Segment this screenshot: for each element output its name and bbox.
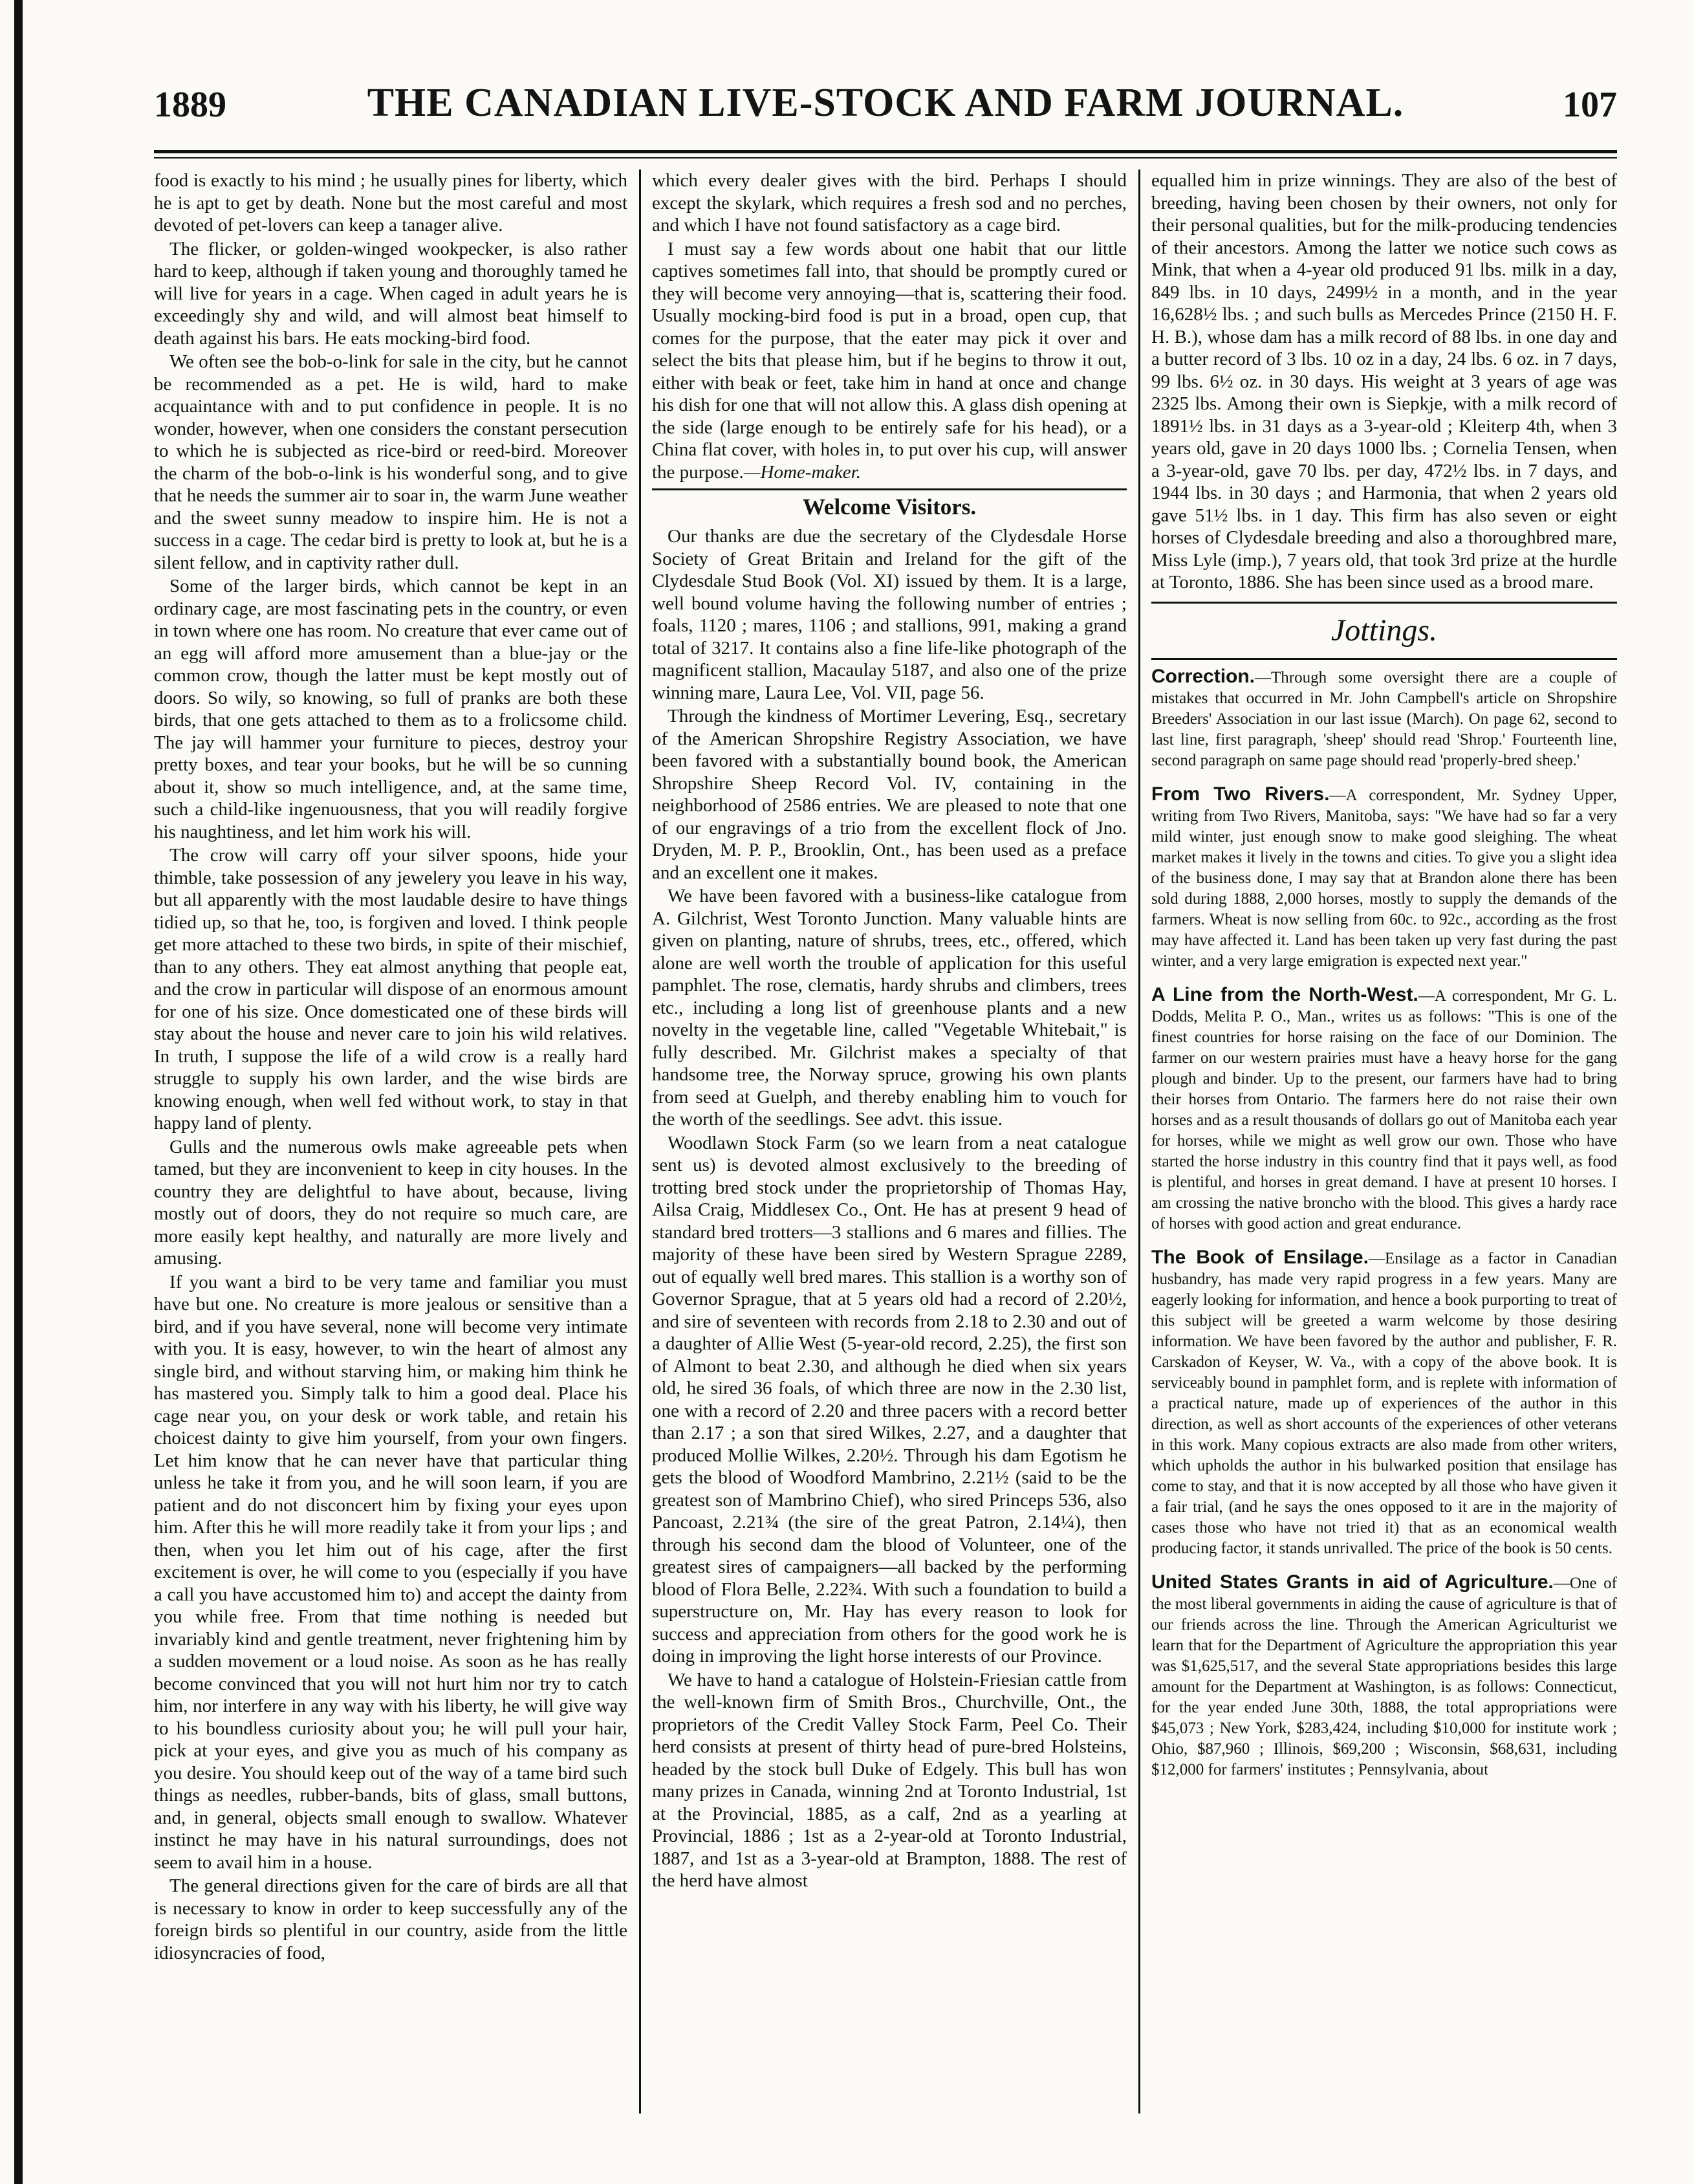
journal-title: THE CANADIAN LIVE-STOCK AND FARM JOURNAL. bbox=[367, 81, 1404, 125]
paragraph: We often see the bob-o-link for sale in the city, but he cannot be recommended as a pet. He is wild, hard to make acquaintance with and to put confidence in people. It is no wonder, however, when one considers the constant persecution to which he is subjected as rice-bird or reed-bird. Moreover the charm of the bob-o-link is his wonderful song, and to give that he needs the summer air to soar in, the warm June weather and the sweet sunny meadow to inspire him. He is not a success in a cage. The cedar bird is pretty to look at, but he is a silent fellow, and in captivity rather dull. bbox=[154, 351, 627, 573]
jotting-item bbox=[1151, 784, 1617, 972]
column-divider bbox=[639, 169, 641, 2113]
column-2 bbox=[652, 169, 1127, 2110]
jotting-text: —Ensilage as a factor in Canadian husbandry, has made very rapid progress in a few years. Many are eagerly looking for information, and hence a book purporting to treat of this subject will be greeted a warm welcome by those desiring information. We have been favored by the author and publisher, F. R. Carskadon of Keyser, W. Va., with a copy of the above book. It is serviceably bound in pamphlet form, and is replete with information of a practical nature, made up of experiences of the author in this direction, as well as short accounts of the experiences of other veterans in this work. Many copious extracts are also made from other writers, which upholds the author in his bulwarked position that ensilage has come to stay, and that it is now accepted by all those who have given it a fair trial, (and he says the ones opposed to it are in the majority of cases those who have not tried it) that as an economical wealth producing factor, it stands unrivalled. The price of the book is 50 cents. bbox=[1151, 1249, 1617, 1557]
jotting-heading: From Two Rivers. bbox=[1151, 783, 1330, 805]
column-divider bbox=[1138, 169, 1140, 2113]
jotting-text: —A correspondent, Mr. Sydney Upper, writing from Two Rivers, Manitoba, says: "We have had so far a very mild winter, just enough snow to make good sleighing. The wheat market makes it lively in the towns and cities. To give you a slight idea of the business done, I may say that at Brandon alone there has been sold during 1888, 2,000 horses, mostly to supply the demands of the farmers. Wheat is now selling from 60c. to 92c., according as the frost may have affected it. Land has been taken up very fast during the past winter, and a very large emigration is expected next year." bbox=[1151, 786, 1617, 970]
jotting-item bbox=[1151, 666, 1617, 771]
jotting-heading: The Book of Ensilage. bbox=[1151, 1246, 1369, 1268]
jotting-text: —Through some oversight there are a couple of mistakes that occurred in Mr. John Campbell's article on Shropshire Breeders' Association in our last issue (March). On page 62, second to last line, first paragraph, 'sheep' should read 'Shrop.' Fourteenth line, second paragraph on same page should read 'properly-bred sheep.' bbox=[1151, 668, 1617, 769]
paragraph: Through the kindness of Mortimer Levering, Esq., secretary of the American Shropshire Registry Association, we have been favored with a substantially bound book, the American Shropshire Sheep Record Vol. IV, containing in the neighborhood of 2586 entries. We are pleased to note that one of our engravings of a trio from the excellent flock of Jno. Dryden, M. P. P., Brooklin, Ont., has been used as a preface and an excellent one it makes. bbox=[652, 706, 1127, 883]
paragraph-text: I must say a few words about one habit that our little captives sometimes fall into, that should be promptly cured or they will become very annoying—that is, scattering their food. Usually mocking-bird food is put in a broad, open cup, that comes for the purpose, that the eater may pick it over and select the bits that please him, but if he begins to throw it out, either with beak or feet, take him in hand at once and change his dish for one that will not allow this. A glass dish opening at the side (large enough to be entirely safe for his head), or a China flat cover, with holes in, to put over his cup, will answer the purpose. bbox=[652, 238, 1127, 483]
jottings-heading-box bbox=[1151, 602, 1617, 660]
paragraph: Some of the larger birds, which cannot be kept in an ordinary cage, are most fascinating pets in the country, or even in town where one has room. No creature that ever came out of an egg will afford more amusement than a blue-jay or the common crow, though the latter must be kept mostly out of doors. So wily, so knowing, so full of pranks are both these birds, that one gets attached to them as to a frolicsome child. The jay will hammer your furniture to pieces, destroy your pretty boxes, and tear your books, but he will be so cunning about it, show so much intelligence, and, at the same time, such a child-like ingenuousness, that you will readily forgive his naughtiness, and let him work his will. bbox=[154, 576, 627, 842]
jotting-heading: Correction. bbox=[1151, 665, 1255, 687]
paragraph: Gulls and the numerous owls make agreeable pets when tamed, but they are inconvenient to keep in city houses. In the country they are delightful to have about, because, living mostly out of doors, they do not require so much care, are more easily kept healthy, and naturally are more lively and amusing. bbox=[154, 1136, 627, 1269]
header-year: 1889 bbox=[154, 85, 226, 125]
jotting-item bbox=[1151, 1572, 1617, 1780]
paragraph: The flicker, or golden-winged wookpecker, is also rather hard to keep, although if taken young and thoroughly tamed he will live for years in a cage. When caged in adult years he is exceedingly shy and wild, and will almost beat himself to death against his bars. He eats mocking-bird food. bbox=[154, 238, 627, 349]
paragraph: If you want a bird to be very tame and familiar you must have but one. No creature is more jealous or sensitive than a bird, and if you have several, none will become very intimate with you. It is easy, however, to win the heart of almost any single bird, and without starving him, or making him think he has mastered you. Simply talk to him a good deal. Place his cage near you, on your desk or work table, and retain his choicest dainty to give him yourself, from your own fingers. Let him know that he can never have that particular thing unless he take it from you, and he will soon learn, if you are patient and do not disconcert him by fixing your eyes upon him. After this he will more readily take it from your lips ; and then, when you let him out of his cage, after the first excitement is over, he will come to you (especially if you have a call you have accustomed him to) and accept the dainty from you while free. From that time nothing is needed but invariably kind and gentle treatment, never frightening him by a sudden movement or a loud noise. As soon as he has really become convinced that you will not hurt him nor try to catch him, nor interfere in any way with his liberty, he will give way to his boundless curiosity about you; he will pull your hair, pick at your eyes, and give you as much of his company as you desire. You should keep out of the way of a tame bird such things as needles, rubber-bands, bits of glass, small buttons, and, in general, objects small enough to swallow. Whatever instinct he may have in his natural surroundings, does not seem to avail him in a house. bbox=[154, 1271, 627, 1873]
paragraph: Woodlawn Stock Farm (so we learn from a neat catalogue sent us) is devoted almost exclusively to the breeding of trotting bred stock under the proprietorship of Thomas Hay, Ailsa Craig, Middlesex Co., Ont. He has at present 9 head of standard bred trotters—3 stallions and 6 mares and fillies. The majority of these have been sired by Western Sprague 2289, out of equally well bred mares. This stallion is a worthy son of Governor Sprague, that at 5 years old had a record of 2.20½, and sire of seventeen with records from 2.18 to 2.30 and out of a daughter of Allie West (5-year-old record, 2.25), the first son of Almont to beat 2.30, and although he died when six years old, he sired 36 foals, of which three are now in the 2.30 list, one with a record of 2.20 and three pacers with a record better than 2.17 ; a son that sired Wilkes, 2.27, and a daughter that produced Mollie Wilkes, 2.20½. Through his dam Egotism he gets the blood of Woodford Mambrino, 2.21½ (said to be the greatest son of Mambrino Chief), who sired Princeps 536, also Pancoast, 2.21¾ (the sire of the great Patron, 2.14¼), then through his second dam the blood of Volunteer, one of the greatest sires of campaigners—all backed by the performing blood of Flora Belle, 2.22¾. With such a foundation to build a superstructure on, Mr. Hay has every reason to look for success and appreciation from others for the good work he is doing in improving the light horse interests of our Province. bbox=[652, 1132, 1127, 1666]
jotting-text: —One of the most liberal governments in aiding the cause of agriculture is that of our friends across the line. Through the American Agriculturist we learn that for the Department of Agriculture the appropriation this year was $1,625,517, and the several State appropriations besides this large amount for the Department at Washington, is as follows: Connecticut, for the year ended June 30th, 1888, the total appropriations were $45,073 ; New York, $283,424, including $10,000 for institute work ; Ohio, $87,960 ; Illinois, $69,200 ; Wisconsin, $68,631, including $12,000 for farmers' institutes ; Pennsylvania, about bbox=[1151, 1574, 1617, 1778]
page-header bbox=[154, 80, 1617, 132]
paragraph bbox=[652, 238, 1127, 484]
jotting-heading: A Line from the North-West. bbox=[1151, 983, 1418, 1005]
header-rule bbox=[154, 150, 1617, 158]
paragraph: Our thanks are due the secretary of the Clydesdale Horse Society of Great Britain and Ireland for the gift of the Clydesdale Stud Book (Vol. XI) issued by them. It is a large, well bound volume having the following number of entries ; foals, 1120 ; mares, 1106 ; and stallions, 991, making a grand total of 3217. It contains also a fine life-like photograph of the magnificent stallion, Macaulay 5187, and also one of the prize winning mare, Laura Lee, Vol. VII, page 56. bbox=[652, 526, 1127, 703]
article-signature: —Home-maker. bbox=[743, 461, 861, 483]
jotting-text: —A correspondent, Mr G. L. Dodds, Melita P. O., Man., writes us as follows: "This is one of the finest countries for horse raising on the face of our Dominion. The farmer on our western prairies must have a heavy horse for the gang plough and binder. Up to the present, our farmers have had to bring their horses from Ontario. The farmers here do not raise their own horses and as a result thousands of dollars go out of Manitoba each year for horses, while we might as well grow our own. Those who have started the horse industry in this country find that it pays well, as food is plentiful, and horses in great demand. I have at present 10 horses. I am crossing the native broncho with the blood. This gives a hardy race of horses with good action and great endurance. bbox=[1151, 987, 1617, 1232]
column-1 bbox=[154, 169, 627, 2110]
paragraph: which every dealer gives with the bird. Perhaps I should except the skylark, which requires a fresh sod and no perches, and which I have not found satisfactory as a cage bird. bbox=[652, 170, 1127, 235]
paragraph: food is exactly to his mind ; he usually pines for liberty, which he is apt to get by death. None but the most careful and most devoted of pet-lovers can keep a tanager alive. bbox=[154, 170, 627, 235]
jotting-heading: United States Grants in aid of Agriculture. bbox=[1151, 1571, 1554, 1593]
paragraph: The general directions given for the care of birds are all that is necessary to know in order to keep successfully any of the foreign birds so plentiful in our country, aside from the little idiosyncracies of food, bbox=[154, 1875, 627, 1963]
paragraph: We have been favored with a business-like catalogue from A. Gilchrist, West Toronto Junction. Many valuable hints are given on planting, nature of shrubs, trees, etc., offered, which alone are well worth the trouble of application for this useful pamphlet. The rose, clematis, hardy shrubs and climbers, trees etc., including a long list of greenhouse plants and a new novelty in the vegetable line, called "Vegetable Whitebait," is fully described. Mr. Gilchrist makes a specialty of that handsome tree, the Norway spruce, growing his own plants from seed at Guelph, and thereby enabling him to vouch for the worth of the seedlings. See advt. this issue. bbox=[652, 886, 1127, 1130]
section-heading-welcome-visitors: Welcome Visitors. bbox=[802, 494, 977, 519]
section-rule bbox=[652, 488, 1127, 490]
binding-edge bbox=[14, 0, 23, 2184]
column-3 bbox=[1151, 169, 1617, 2110]
jotting-item bbox=[1151, 985, 1617, 1234]
page-number: 107 bbox=[1563, 85, 1617, 125]
paragraph: equalled him in prize winnings. They are also of the best of breeding, having been chosen by their owners, not only for their personal qualities, but for the milk-producing tendencies of their ancestors. Among the latter we notice such cows as Mink, that when a 4-year old produced 91 lbs. milk in a day, 849 lbs. in 10 days, 2499½ in a month, and in the year 16,628½ lbs. ; and such bulls as Mercedes Prince (2150 H. F. H. B.), whose dam has a milk record of 88 lbs. in one day and a butter record of 3 lbs. 10 oz in a day, 24 lbs. 6 oz. in 7 days, 99 lbs. 6½ oz. in 30 days. His weight at 3 years of age was 2325 lbs. Among their own is Siepkje, with a milk record of 1891½ lbs. in 31 days as a 3-year-old ; Kleiterp 4th, when 3 years old, gave in 20 days 1000 lbs. ; Cornelia Tensen, when a 3-year-old, gave 70 lbs. per day, 472½ lbs. in 7 days, and 1944 lbs. in 30 days ; and Harmonia, that when 2 years old gave 51½ lbs. in 1 day. This firm has also seven or eight horses of Clydesdale breeding and also a thoroughbred mare, Miss Lyle (imp.), 7 years old, that took 3rd prize at the hurdle at Toronto, 1886. She has been since used as a brood mare. bbox=[1151, 170, 1617, 593]
paragraph: The crow will carry off your silver spoons, hide your thimble, take possession of any jewelery you leave in his way, but all apparently with the most laudable desire to have things tidied up, so that he, too, is forgiven and loved. I think people get more attached to these two birds, in spite of their mischief, than to any others. They eat almost anything that people eat, and the crow in particular will dispose of an enormous amount for one of his size. Once domesticated one of these birds will stay about the house and never care to join his wild relatives. In truth, I suppose the life of a wild crow is a really hard struggle to supply his own larder, and the wise birds are knowing enough, when well fed without work, to stay in that happy land of plenty. bbox=[154, 845, 627, 1133]
jotting-item bbox=[1151, 1247, 1617, 1559]
paragraph: We have to hand a catalogue of Holstein-Friesian cattle from the well-known firm of Smith Bros., Churchville, Ont., the proprietors of the Credit Valley Stock Farm, Peel Co. Their herd consists at present of thirty head of pure-bred Holsteins, headed by the stock bull Duke of Edgely. This bull has won many prizes in Canada, winning 2nd at Toronto Industrial, 1st at the Provincial, 1885, as a calf, 2nd as a yearling at Provincial, 1886 ; 1st as a 2-year-old at Toronto Industrial, 1887, and 1st as a 3-year-old at Brampton, 1888. The rest of the herd have almost bbox=[652, 1669, 1127, 1891]
jottings-title: Jottings. bbox=[1331, 613, 1437, 648]
